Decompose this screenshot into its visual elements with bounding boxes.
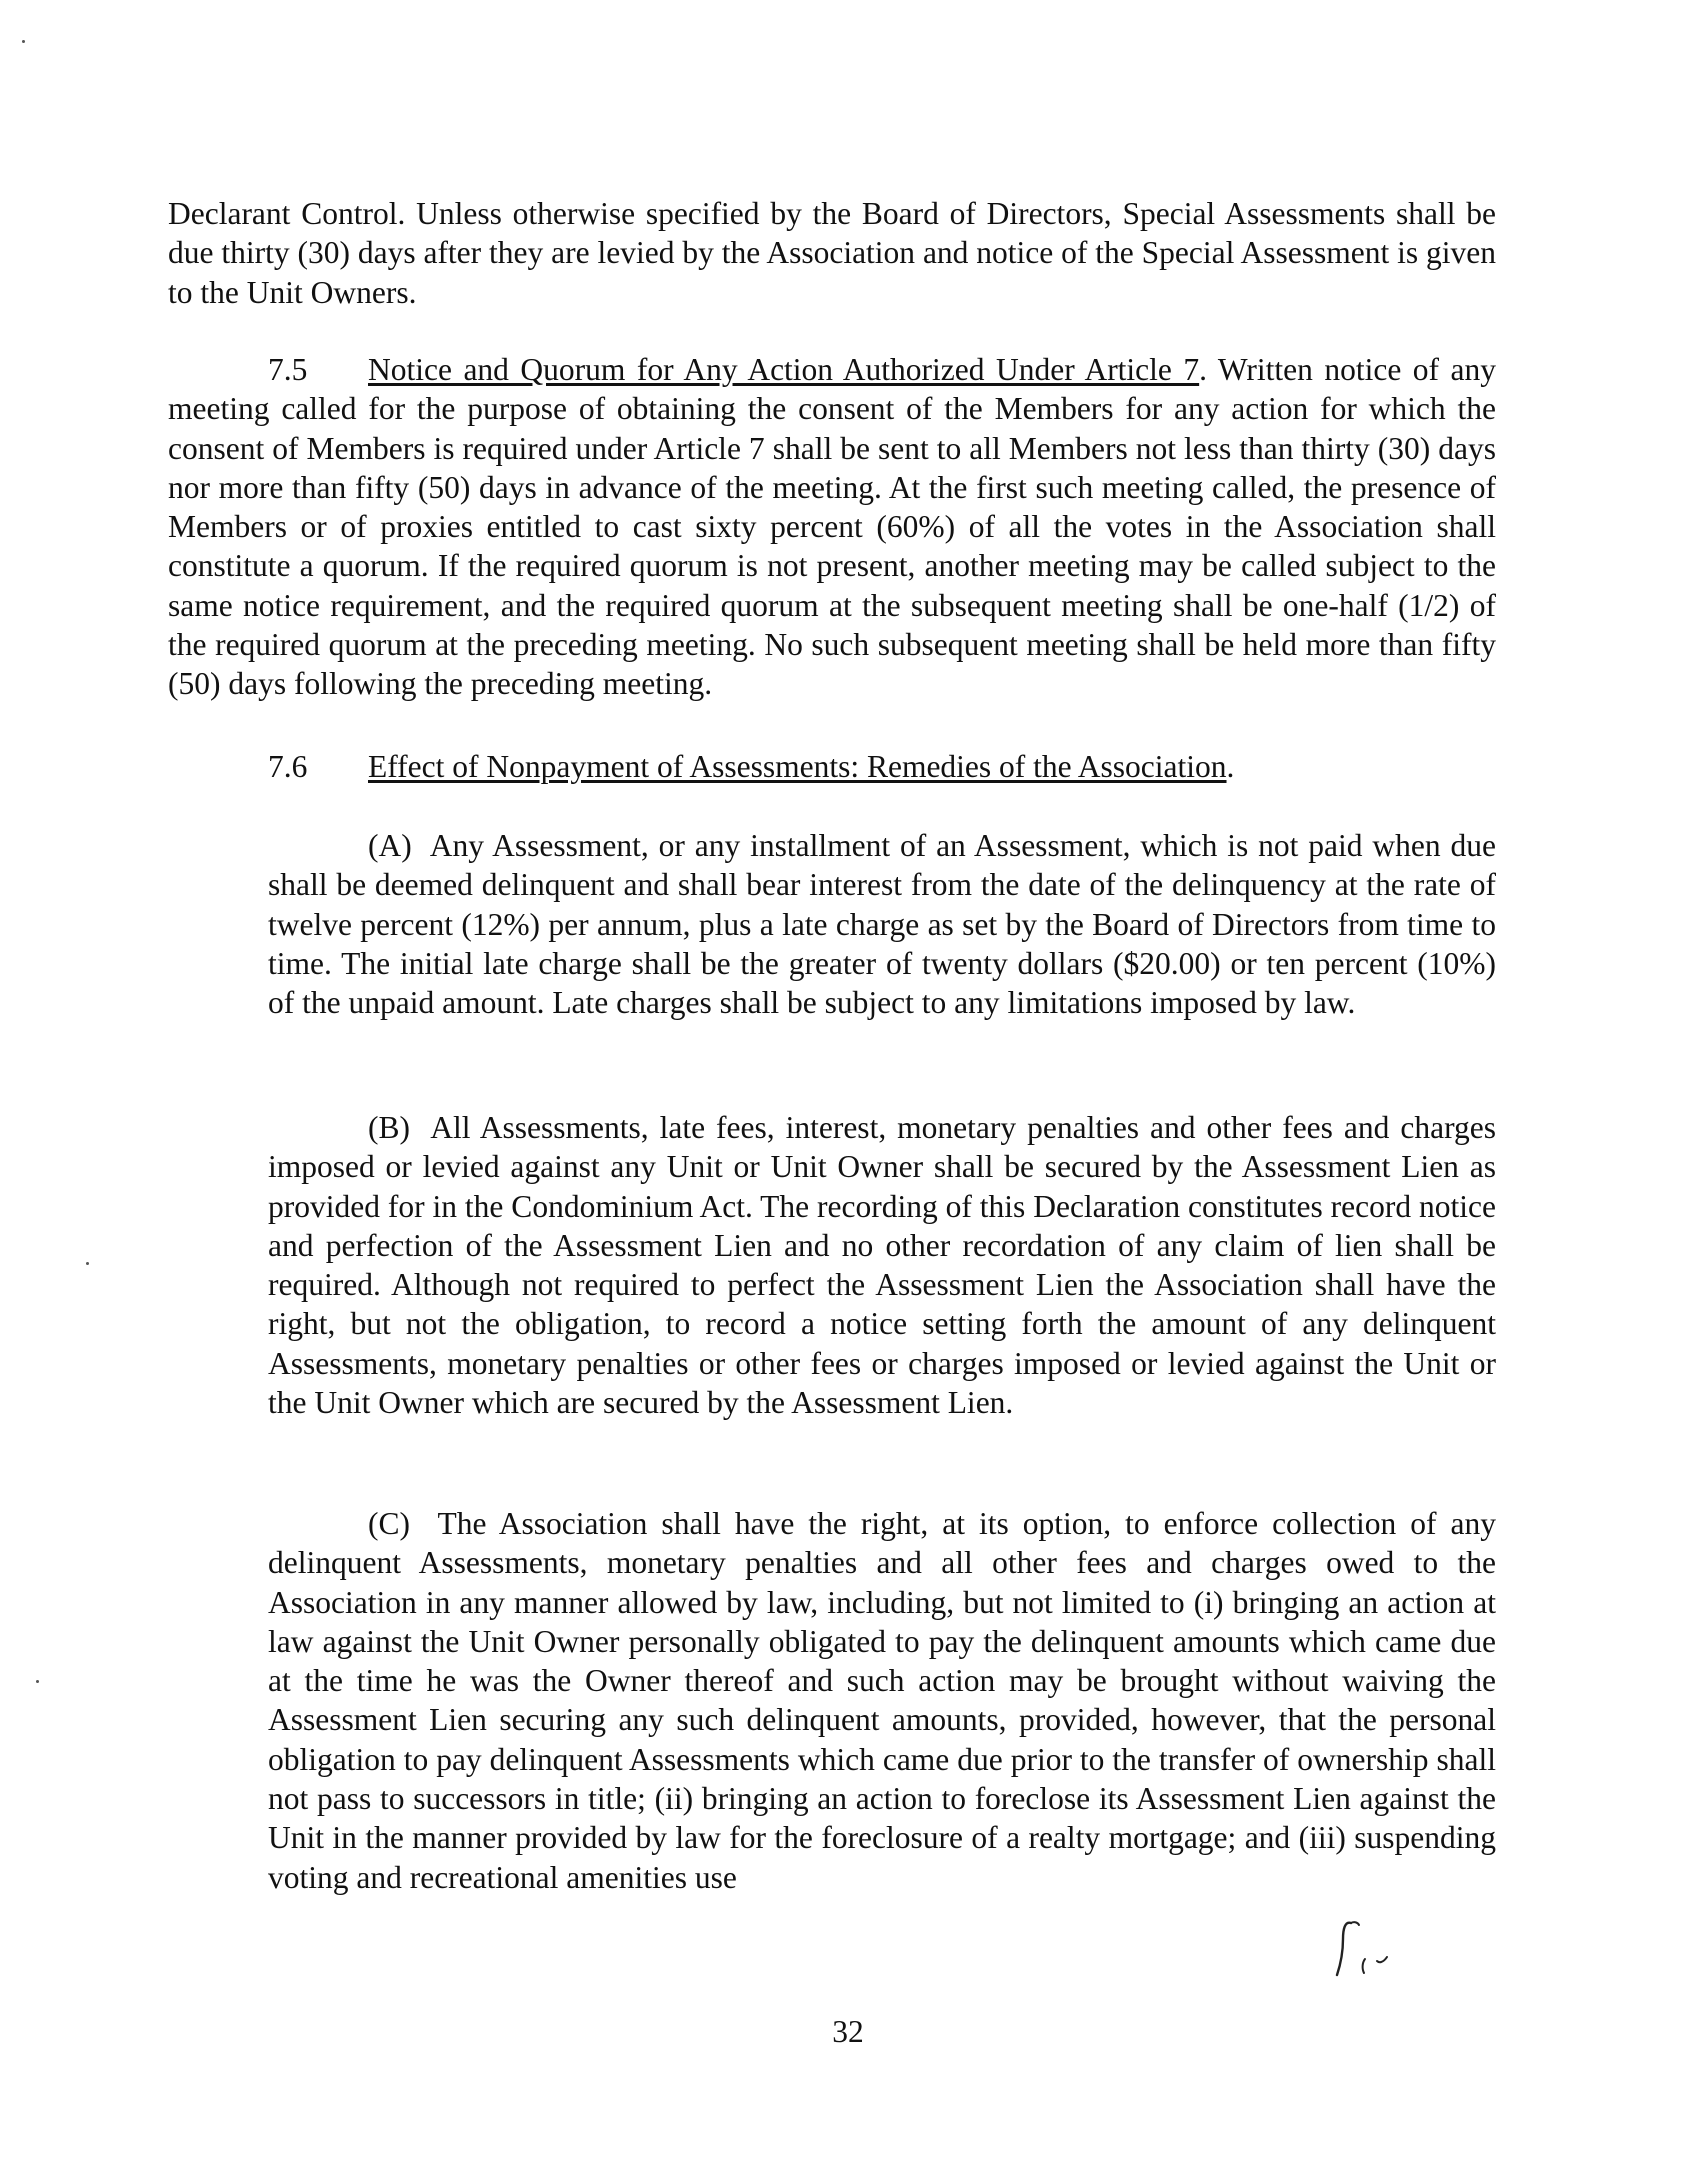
section-7-6-heading-suffix: . bbox=[1226, 749, 1235, 784]
subsection-b-label: (B) bbox=[368, 1110, 410, 1145]
section-7-5-number: 7.5 bbox=[268, 352, 308, 387]
subsection-a-text: Any Assessment, or any installment of an Assessment, which is not paid when due shall be deemed delinquent and shall bear interest from the date of the delinquency at the rate of twelve percent (12%) per annum, plus a late charge as set by the Board of Directors from time to time. The initial late charge shall be the greater of twenty dollars ($20.00) or ten percent (10%) of the unpaid amount. Late charges shall be subject to any limitations imposed by law. bbox=[268, 828, 1496, 1021]
scan-speck bbox=[22, 40, 25, 43]
subsection-a bbox=[268, 826, 1496, 1022]
subsection-c-text: The Association shall have the right, at its option, to enforce collection of any delinquent Assessments, monetary penalties and all other fees and charges owed to the Association in any manner allowed by law, including, but not limited to (i) bringing an action at law against the Unit Owner personally obligated to pay the delinquent amounts which came due at the time he was the Owner thereof and such action may be brought without waiving the Assessment Lien securing any such delinquent amounts, provided, however, that the personal obligation to pay delinquent Assessments which came due prior to the transfer of ownership shall not pass to successors in title; (ii) bringing an action to foreclose its Assessment Lien against the Unit in the manner provided by law for the foreclosure of a realty mortgage; and (iii) suspending voting and recreational amenities use bbox=[268, 1506, 1497, 1895]
section-7-6-heading-line bbox=[268, 747, 1496, 786]
subsection-c-label: (C) bbox=[368, 1506, 410, 1541]
subsection-c bbox=[268, 1504, 1496, 1897]
scan-speck bbox=[36, 1680, 39, 1683]
section-7-5-paragraph bbox=[168, 350, 1496, 704]
intro-paragraph: Declarant Control. Unless otherwise specified by the Board of Directors, Special Assessments shall be due thirty (30) days after they are levied by the Association and notice of the Special Assessment is given to the Unit Owners. bbox=[168, 196, 1496, 310]
page-number: 32 bbox=[832, 2014, 864, 2049]
subsection-b bbox=[268, 1108, 1496, 1422]
section-7-5-body: . Written notice of any meeting called for the purpose of obtaining the consent of the Members for any action for which the consent of Members is required under Article 7 shall be sent to all Members not less than thirty (30) days nor more than fifty (50) days in advance of the meeting. At the first such meeting called, the presence of Members or of proxies entitled to cast sixty percent (60%) of all the votes in the Association shall constitute a quorum. If the required quorum is not present, another meeting may be called subject to the same notice requirement, and the required quorum at the subsequent meeting shall be one-half (1/2) of the required quorum at the preceding meeting. No such subsequent meeting shall be held more than fifty (50) days following the preceding meeting. bbox=[168, 352, 1496, 702]
subsection-b-text: All Assessments, late fees, interest, monetary penalties and other fees and charges imposed or levied against any Unit or Unit Owner shall be secured by the Assessment Lien as provided for in the Condominium Act. The recording of this Declaration constitutes record notice and perfection of the Assessment Lien and no other recordation of any claim of lien shall be required. Although not required to perfect the Assessment Lien the Association shall have the right, but not the obligation, to record a notice setting forth the amount of any delinquent Assessments, monetary penalties or other fees or charges imposed or levied against the Unit or the Unit Owner which are secured by the Assessment Lien. bbox=[268, 1110, 1496, 1421]
section-7-6-number: 7.6 bbox=[268, 749, 308, 784]
subsection-a-label: (A) bbox=[368, 828, 412, 863]
section-7-6-heading: Effect of Nonpayment of Assessments: Remedies of the Association bbox=[368, 749, 1227, 784]
scan-speck bbox=[86, 1262, 89, 1265]
initials-signature bbox=[1325, 1915, 1415, 1990]
section-7-5-heading: Notice and Quorum for Any Action Authorized Under Article 7 bbox=[368, 352, 1200, 387]
